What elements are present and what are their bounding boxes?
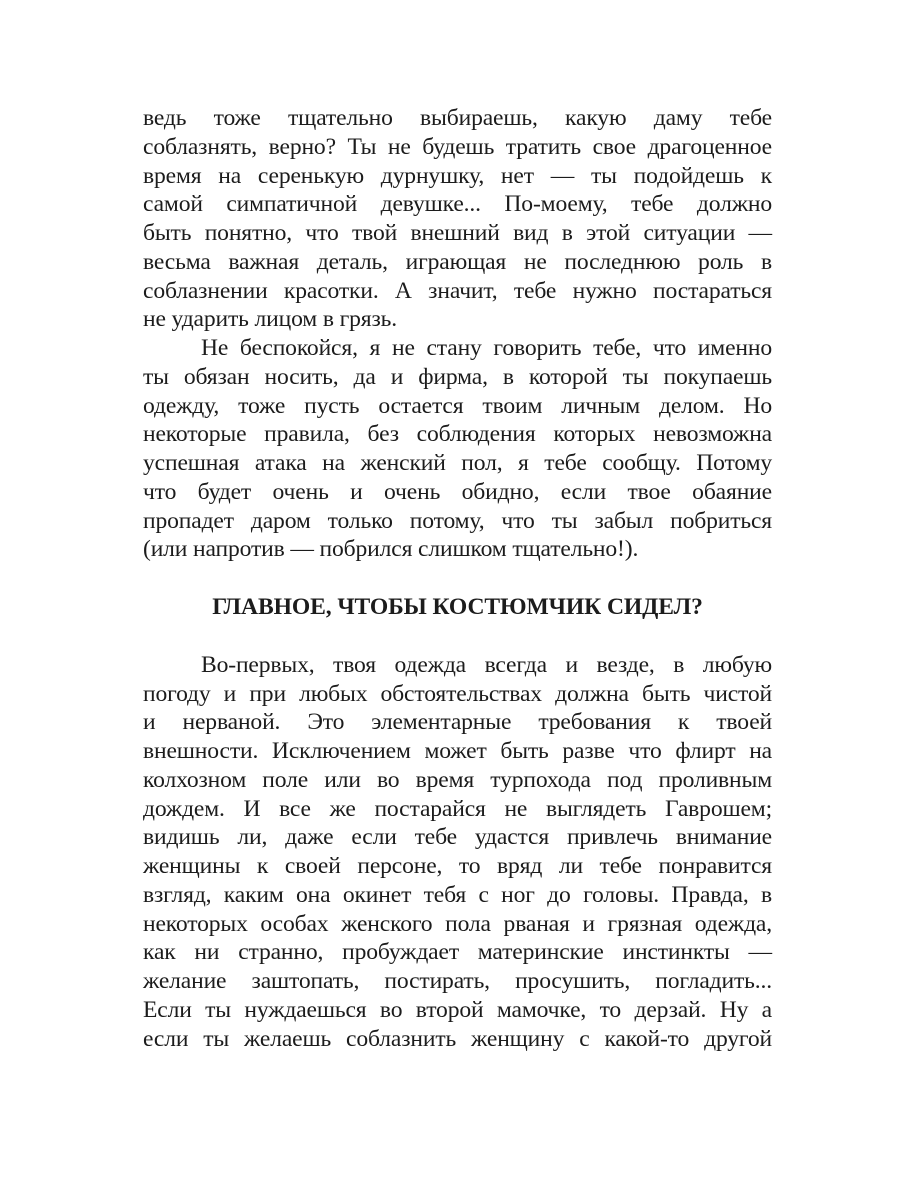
text-line: соблазнении красотки. А значит, тебе нужно постараться	[143, 277, 772, 304]
text-line: Если ты нуждаешься во второй мамочке, то дерзай. Ну а	[143, 996, 772, 1023]
text-line: погоду и при любых обстоятельствах должна быть чистой	[143, 680, 772, 707]
text-line: весьма важная деталь, играющая не последнюю роль в	[143, 248, 772, 275]
text-line: одежду, тоже пусть остается твоим личным делом. Но	[143, 392, 772, 419]
text-line: Не беспокойся, я не стану говорить тебе, что именно	[201, 335, 772, 361]
text-line: не ударить лицом в грязь.	[143, 306, 397, 333]
text-line: соблазнять, верно? Ты не будешь тратить свое драгоценное	[143, 133, 772, 160]
text-line: некоторые правила, без соблюдения которых невозможна	[143, 421, 772, 448]
text-line: и нерваной. Это элементарные требования к твоей	[143, 709, 772, 736]
text-line: дождем. И все же постарайся не выглядеть Гаврошем;	[143, 795, 772, 822]
text-line: внешности. Исключением может быть разве что флирт на	[143, 738, 772, 764]
text-line: ведь тоже тщательно выбираешь, какую даму тебе	[143, 105, 772, 131]
text-line: как ни странно, пробуждает материнские инстинкты —	[143, 939, 772, 966]
text-line: что будет очень и очень обидно, если твое обаяние	[143, 478, 772, 505]
text-line: колхозном поле или во время турпохода под проливным	[143, 766, 772, 793]
text-line: (или напротив — побрился слишком тщательно!).	[143, 536, 639, 563]
text-line: некоторых особах женского пола рваная и грязная одежда,	[143, 910, 772, 937]
text-line: если ты желаешь соблазнить женщину с какой-то другой	[143, 1025, 772, 1052]
text-line: взгляд, каким она окинет тебя с ног до головы. Правда, в	[143, 881, 772, 908]
text-line: пропадет даром только потому, что ты забыл побриться	[143, 507, 772, 534]
section-heading: ГЛАВНОЕ, ЧТОБЫ КОСТЮМЧИК СИДЕЛ?	[212, 594, 703, 620]
text-line: женщины к своей персоне, то вряд ли тебе понравится	[143, 853, 772, 879]
paragraph-dont-worry	[143, 334, 772, 564]
text-line: успешная атака на женский пол, я тебе сообщу. Потому	[143, 450, 772, 476]
text-line: быть понятно, что твой внешний вид в этой ситуации —	[143, 220, 772, 246]
text-line: ты обязан носить, да и фирма, в которой ты покупаешь	[143, 363, 772, 390]
paragraph-continuation	[143, 104, 772, 334]
text-line: Во-первых, твоя одежда всегда и везде, в любую	[201, 651, 772, 678]
text-line: самой симпатичной девушке... По-моему, тебе должно	[143, 191, 772, 218]
paragraph-first-of-all	[143, 651, 772, 1054]
text-line: желание заштопать, постирать, просушить, погладить...	[143, 968, 772, 994]
text-line: видишь ли, даже если тебе удастся привлечь внимание	[143, 824, 772, 851]
text-line: время на серенькую дурнушку, нет — ты подойдешь к	[143, 162, 772, 189]
book-page	[143, 104, 772, 1053]
